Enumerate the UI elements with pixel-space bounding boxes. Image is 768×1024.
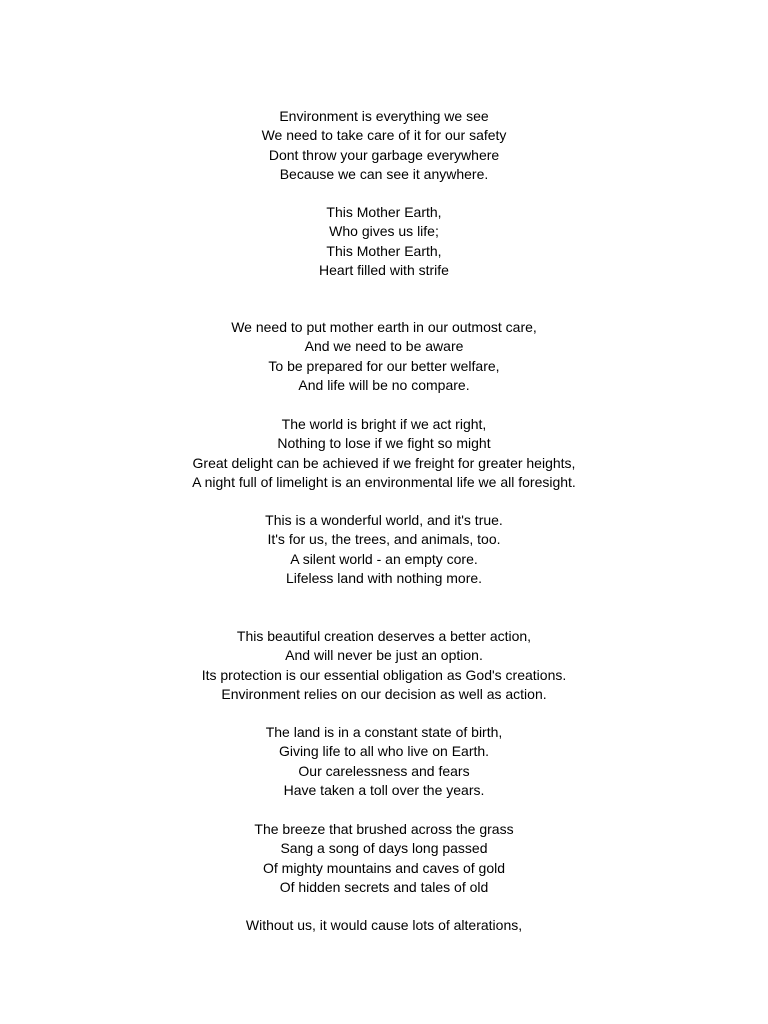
stanza-5	[0, 511, 768, 588]
poem-line: Of mighty mountains and caves of gold	[262, 859, 506, 876]
poem-line: And will never be just an option.	[285, 647, 483, 664]
poem-line: Great delight can be achieved if we freight for greater heights,	[192, 454, 576, 471]
poem-line: This beautiful creation deserves a better action,	[236, 628, 532, 644]
poem-line: Dont throw your garbage everywhere	[268, 146, 500, 163]
poem-line: The world is bright if we act right,	[281, 416, 487, 432]
poem-line: We need to put mother earth in our outmost care,	[231, 319, 537, 335]
poem-line: It's for us, the trees, and animals, too.	[267, 531, 501, 548]
poem-line: Environment relies on our decision as well as action.	[221, 685, 547, 702]
poem-line: The breeze that brushed across the grass	[254, 821, 514, 837]
poem-line: To be prepared for our better welfare,	[268, 357, 500, 374]
poem-line: And we need to be aware	[304, 338, 464, 355]
stanza-4	[0, 415, 768, 492]
poem-line: The land is in a constant state of birth,	[265, 724, 503, 740]
poem-line: Environment is everything we see	[279, 108, 489, 124]
poem-line: Sang a song of days long passed	[280, 840, 488, 857]
poem-line: Giving life to all who live on Earth.	[278, 743, 490, 760]
poem-line: Its protection is our essential obligation as God's creations.	[201, 666, 567, 683]
poem-line: Have taken a toll over the years.	[283, 781, 485, 798]
poem-line: And life will be no compare.	[298, 376, 470, 393]
poem-line: A silent world - an empty core.	[290, 550, 478, 567]
stanza-1	[0, 107, 768, 184]
stanza-7	[0, 723, 768, 800]
poem-line: This is a wonderful world, and it's true.	[265, 512, 503, 528]
poem-line: Without us, it would cause lots of alterations,	[245, 917, 523, 933]
poem-line: Of hidden secrets and tales of old	[279, 878, 489, 895]
stanza-3	[0, 318, 768, 395]
poem-line: This Mother Earth,	[326, 242, 442, 259]
stanza-2	[0, 203, 768, 280]
poem-line: Who gives us life;	[329, 223, 439, 240]
poem-line: Nothing to lose if we fight so might	[277, 435, 491, 452]
poem-line: Lifeless land with nothing more.	[285, 569, 483, 586]
poem-line: This Mother Earth,	[326, 204, 442, 220]
poem-line: Heart filled with strife	[319, 261, 449, 278]
poem-line: Our carelessness and fears	[298, 762, 470, 779]
stanza-9	[0, 916, 768, 935]
stanza-6	[0, 627, 768, 704]
poem-line: We need to take care of it for our safety	[261, 127, 507, 144]
poem-line: Because we can see it anywhere.	[279, 165, 489, 182]
stanza-8	[0, 820, 768, 897]
poem-line: A night full of limelight is an environmental life we all foresight.	[192, 473, 576, 490]
